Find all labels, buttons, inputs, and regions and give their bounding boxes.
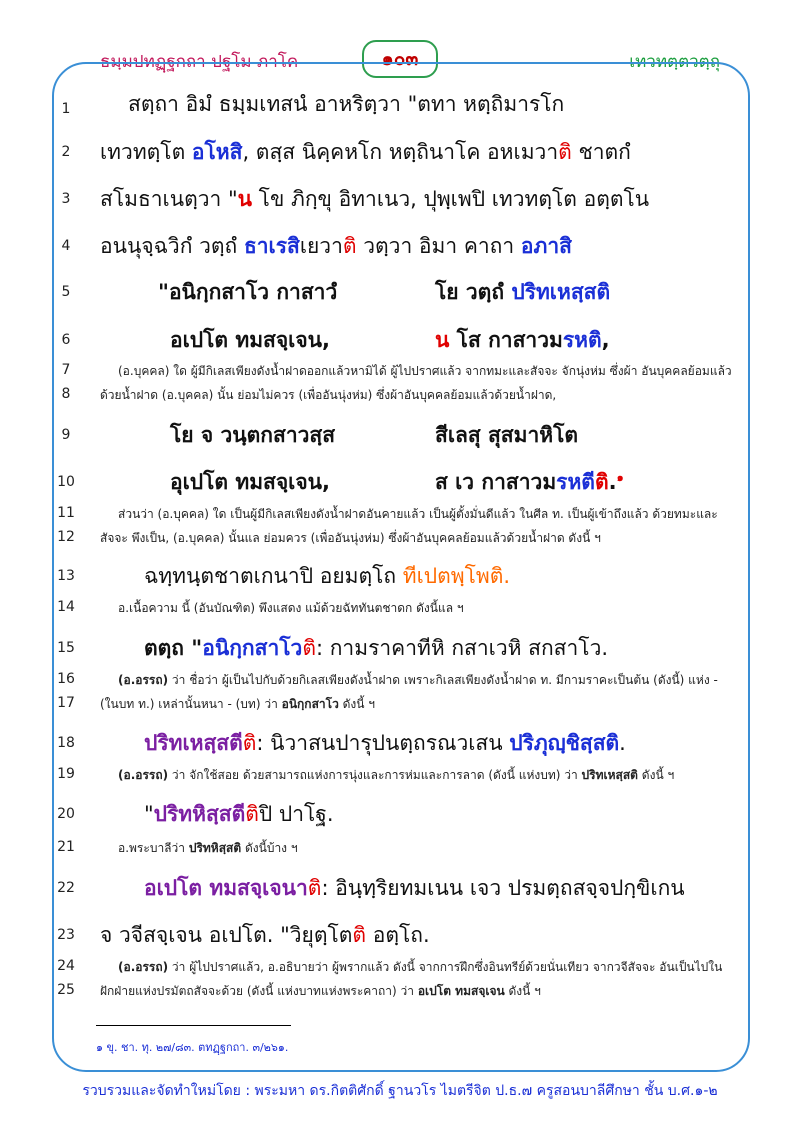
line-number: 1 (61, 101, 71, 117)
book-title: ธมฺมปทฏฺฐกถา ปฐโม ภาโค (100, 52, 299, 72)
line-number: 13 (57, 568, 75, 584)
translation-text: (ในบท ท.) เหล่านั้นหนา - (บท) ว่า อนิกฺกสาโว ดังนี้ ฯ (100, 697, 376, 711)
verse-part-b: น โส กาสาวมรหติ, (435, 328, 610, 352)
verse-part-a: อเปโต ทมสจฺเจน, (170, 328, 330, 352)
pali-text: "ปริทหิสฺสตีติปิ ปาโฐ. (144, 802, 334, 826)
pali-text: อนนุจฺฉวิกํ วตฺถํ ธาเรสิเยวาติ วตฺวา อิมา คาถา อภาสิ (100, 234, 572, 258)
translation-text: (อ.อรรถ) ว่า จักใช้สอย ด้วยสามารถแห่งการนุ่งและการห่มและการลาด (ดังนี้ แห่งบท) ว่า ปริทเหสฺสติ ดังนี้ ฯ (118, 768, 675, 782)
line-number: 9 (61, 427, 71, 443)
line-number: 2 (61, 144, 71, 160)
line-number: 11 (57, 505, 75, 521)
pali-text: ปริทเหสฺสตีติ: นิวาสนปารุปนตฺถรณวเสน ปริภุญฺชิสฺสติ. (144, 731, 626, 755)
verse-part-b: ส เว กาสาวมรหตีติ.$^๑$ (435, 470, 624, 494)
translation-text: ด้วยน้ำฝาด (อ.บุคคล) นั้น ย่อมไม่ควร (เพื่ออันนุ่งห่ม) ซึ่งผ้าอันบุคคลย้อมแล้วด้วยน้ำฝาด, (100, 388, 557, 402)
footnote: ๑ ขุ. ชา. ทุ. ๒๗/๘๓. ตทฏฺฐกถา. ๓/๒๖๑. (96, 1041, 289, 1054)
verse-part-b: สีเลสุ สุสมาหิโต (435, 423, 579, 447)
line-number: 22 (57, 880, 75, 896)
line-number: 10 (57, 474, 75, 490)
translation-text: (อ.อรรถ) ว่า ผู้ไปปราศแล้ว, อ.อธิบายว่า ผู้พรากแล้ว ดังนี้ จากการฝึกซึ่งอินทรีย์ด้วยนั่นเทียว จากวจีสัจจะ อันเป็นไปใน (118, 960, 723, 974)
line-number: 5 (61, 284, 71, 300)
page-footer: รวบรวมและจัดทำใหม่โดย : พระมหา ดร.กิตติศักดิ์ ฐานวโร ไมตรีจิต ป.ธ.๗ ครูสอนบาลีศึกษา ชั้น บ.ศ.๑-๒ (82, 1083, 718, 1099)
pali-text: อเปโต ทมสจฺเจนาติ: อินฺทฺริยทมเนน เจว ปรมตฺถสจฺจปกฺขิเกน (144, 876, 685, 900)
line-number: 6 (61, 332, 71, 348)
translation-text: อ.พระบาลีว่า ปริทหิสฺสติ ดังนี้บ้าง ฯ (118, 841, 298, 855)
line-number: 17 (57, 695, 75, 711)
verse-part-a: อุเปโต ทมสจฺเจน, (170, 470, 330, 494)
page-number: ๑๐๓ (362, 40, 438, 78)
pali-text: สโมธาเนตฺวา "น โข ภิกฺขุ อิทาเนว, ปุพฺเพปิ เทวทตฺโต อตฺตโน (100, 187, 650, 211)
translation-text: สัจจะ พึงเป็น, (อ.บุคคล) นั้นแล ย่อมควร (เพื่ออันนุ่งห่ม) ซึ่งผ้าอันบุคคลย้อมแล้วด้วยน้ำฝาด ดังนี้ ฯ (100, 531, 601, 545)
translation-text: (อ.อรรถ) ว่า ชื่อว่า ผู้เป็นไปกับด้วยกิเลสเพียงดังน้ำฝาด เพราะกิเลสเพียงดังน้ำฝาด ท. มีกามราคะเป็นต้น (ดังนี้) แห่ง - (118, 673, 718, 687)
translation-text: ฝักฝ่ายแห่งปรมัตถสัจจะด้วย (ดังนี้ แห่งบาทแห่งพระคาถา) ว่า อเปโต ทมสจฺเจน ดังนี้ ฯ (100, 984, 541, 998)
line-number: 8 (61, 386, 71, 402)
line-number: 4 (61, 238, 71, 254)
translation-text: อ.เนื้อความ นี้ (อันบัณฑิต) พึงแสดง แม้ด้วยฉัททันตชาดก ดังนี้แล ฯ (118, 601, 464, 615)
verse-part-b: โย วตฺถํ ปริทเหสฺสติ (435, 280, 611, 304)
line-number: 18 (57, 735, 75, 751)
pali-text: จ วจีสจฺเจน อเปโต. "วิยุตฺโตติ อตฺโถ. (100, 923, 430, 947)
line-number: 20 (57, 806, 75, 822)
line-number: 25 (57, 982, 75, 998)
verse-part-a: โย จ วนฺตกสาวสฺส (170, 423, 336, 447)
line-number: 24 (57, 958, 75, 974)
pali-text: เทวทตฺโต อโหสิ, ตสฺส นิคฺคหโก หตฺถินาโค อหเมวาติ ชาตกํ (100, 140, 631, 164)
story-title: เทวทตฺตวตฺถุ (629, 52, 720, 72)
translation-text: ส่วนว่า (อ.บุคคล) ใด เป็นผู้มีกิเลสเพียงดังน้ำฝาดอันคายแล้ว เป็นผู้ตั้งมั่นดีแล้ว ในศีล ท. เป็นผู้เข้าถึงแล้ว ด้วยทมะและ (118, 507, 718, 521)
pali-text: ตตฺถ "อนิกฺกสาโวติ: กามราคาทีหิ กสาเวหิ สกสาโว. (144, 636, 609, 660)
pali-text: สตฺถา อิมํ ธมฺมเทสนํ อาหริตฺวา "ตทา หตฺถิมารโก (128, 92, 565, 116)
line-number: 12 (57, 529, 75, 545)
line-number: 23 (57, 927, 75, 943)
translation-text: (อ.บุคคล) ใด ผู้มีกิเลสเพียงดังน้ำฝาดออกแล้วหามิได้ ผู้ไปปราศแล้ว จากทมะและสัจจะ จักนุ่งห่ม ซึ่งผ้า อันบุคคลย้อมแล้ว (118, 364, 732, 378)
line-number: 3 (61, 191, 71, 207)
line-number: 7 (61, 362, 71, 378)
pali-text: ฉทฺทนฺตชาตเกนาปิ อยมตฺโถ ทีเปตพฺโพติ. (144, 564, 511, 588)
line-number: 14 (57, 599, 75, 615)
footnote-marker: ๑ (616, 471, 624, 484)
verse-part-a: "อนิกฺกสาโว กาสาวํ (158, 280, 338, 304)
line-number: 21 (57, 839, 75, 855)
footnote-divider (96, 1025, 291, 1026)
line-number: 15 (57, 640, 75, 656)
line-number: 16 (57, 671, 75, 687)
line-number: 19 (57, 766, 75, 782)
